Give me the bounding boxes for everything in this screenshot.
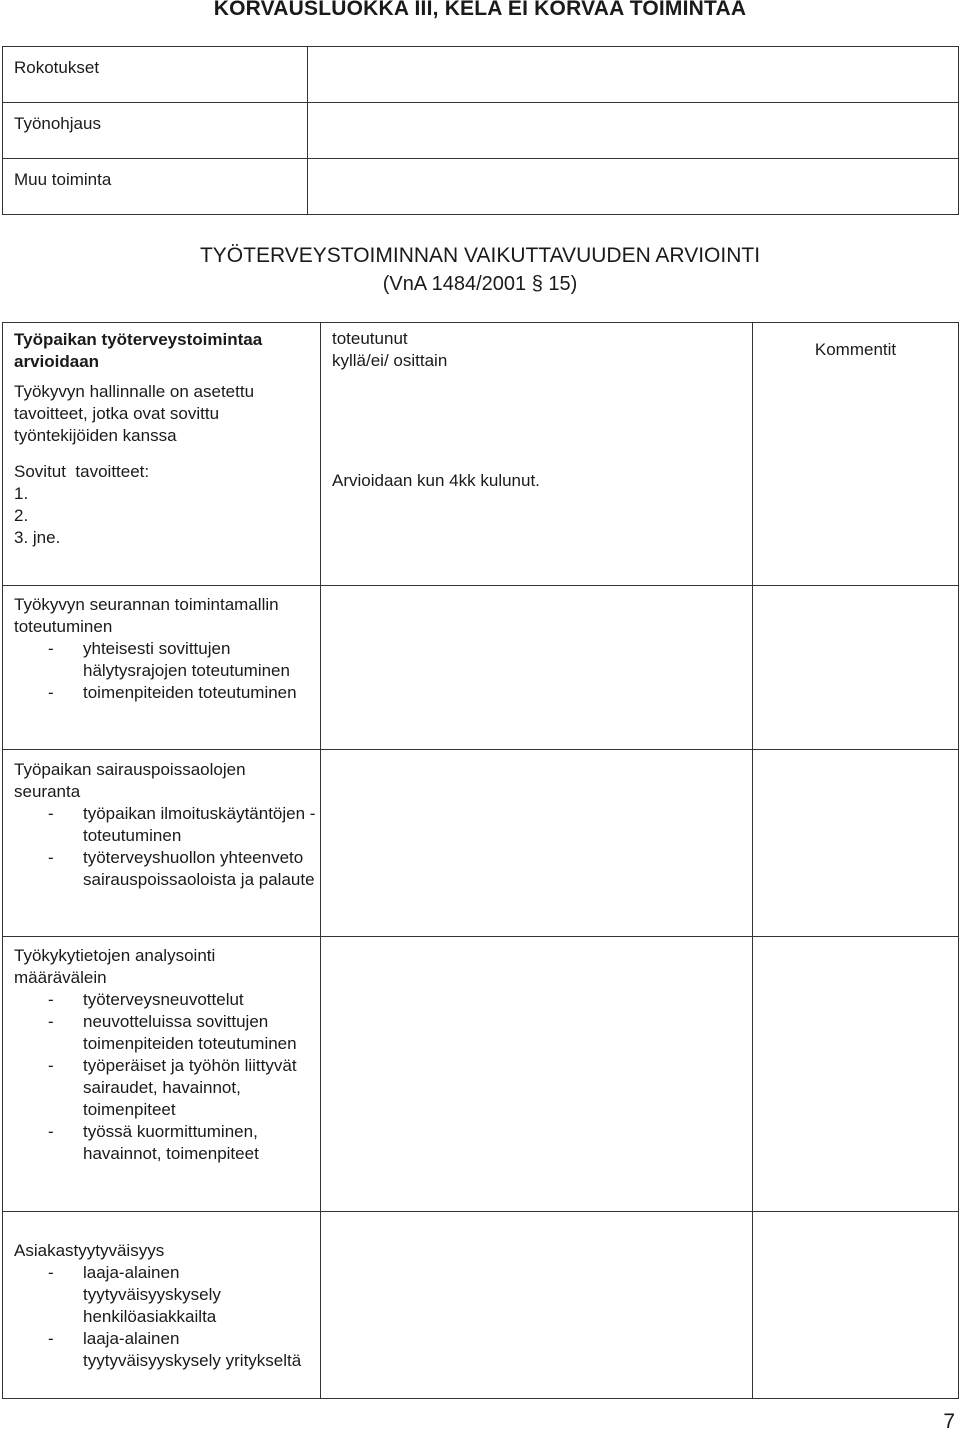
row-label: Työnohjaus [3, 103, 308, 159]
top-heading: KORVAUSLUOKKA III, KELA EI KORVAA TOIMINTAA [213, 0, 747, 20]
section-cell [3, 750, 321, 937]
top-table [2, 46, 959, 215]
section-heading: Asiakastyytyväisyys [14, 1241, 165, 1260]
section-title-sub: (VnA 1484/2001 § 15) [382, 273, 578, 295]
section-heading: Työkykytietojen analysointi määrävälein [14, 946, 216, 987]
status-cell[interactable] [321, 937, 753, 1212]
goals-cell [3, 323, 321, 586]
table-row [3, 1212, 959, 1399]
section-cell [3, 1212, 321, 1399]
status-cell[interactable] [321, 586, 753, 750]
header-col2-line1: toteutunut [332, 329, 408, 348]
goal-item: 1. [14, 484, 29, 503]
status-cell[interactable] [321, 750, 753, 937]
goal-item: 2. [14, 506, 29, 525]
section-heading: Työpaikan sairauspoissaolojen seuranta [14, 760, 246, 801]
header-col2-line2: kyllä/ei/ osittain [332, 351, 448, 370]
table-row [3, 159, 959, 215]
list-item: - työpaikan ilmoituskäytäntöjen - toteutuminen [14, 803, 320, 847]
list-item: - yhteisesti sovittujen hälytysrajojen toteutuminen [14, 638, 320, 682]
table-row [3, 937, 959, 1212]
section-title-main: TYÖTERVEYSTOIMINNAN VAIKUTTAVUUDEN ARVIOINTI [199, 244, 761, 267]
goal-item: 3. jne. [14, 528, 61, 547]
row-label: Muu toiminta [3, 159, 308, 215]
table-row [3, 750, 959, 937]
section-title [0, 242, 960, 298]
header-col3: Kommentit [814, 340, 897, 359]
list-item: - laaja-alainen tyytyväisyyskysely yritykseltä [14, 1328, 320, 1372]
comments-cell[interactable] [753, 750, 959, 937]
bullet-list [14, 989, 320, 1165]
section-cell [3, 586, 321, 750]
section-cell [3, 937, 321, 1212]
status-cell[interactable] [321, 1212, 753, 1399]
page-number: 7 [943, 1410, 955, 1433]
table-row [3, 103, 959, 159]
bullet-list [14, 638, 320, 704]
list-item: - laaja-alainen tyytyväisyyskysely henkilöasiakkailta [14, 1262, 320, 1328]
goals-intro: Työkyvyn hallinnalle on asetettu tavoitteet, jotka ovat sovittu työntekijöiden kanssa [14, 382, 255, 445]
row-value-cell[interactable] [308, 103, 959, 159]
list-item: - toimenpiteiden toteutuminen [14, 682, 320, 704]
list-item: - työterveyshuollon yhteenveto sairauspoissaoloista ja palaute [14, 847, 320, 891]
header-col1: Työpaikan työterveystoimintaa arvioidaan [14, 330, 263, 371]
comments-cell[interactable] [753, 323, 959, 586]
section-heading: Työkyvyn seurannan toimintamallin toteutuminen [14, 595, 279, 636]
status-cell[interactable] [321, 323, 753, 586]
row-value-cell[interactable] [308, 47, 959, 103]
bullet-list [14, 803, 320, 891]
comments-cell[interactable] [753, 937, 959, 1212]
list-item: - neuvotteluissa sovittujen toimenpiteiden toteutuminen [14, 1011, 320, 1055]
comments-cell[interactable] [753, 1212, 959, 1399]
list-item: - työssä kuormittuminen, havainnot, toimenpiteet [14, 1121, 320, 1165]
table-row [3, 47, 959, 103]
table-row [3, 586, 959, 750]
goals-label: Sovitut tavoitteet: [14, 462, 150, 481]
list-item: - työperäiset ja työhön liittyvät sairaudet, havainnot, toimenpiteet [14, 1055, 320, 1121]
goals-status: Arvioidaan kun 4kk kulunut. [332, 471, 540, 490]
table-row [3, 323, 959, 586]
bullet-list [14, 1262, 320, 1372]
row-value-cell[interactable] [308, 159, 959, 215]
evaluation-table [2, 322, 959, 1399]
comments-cell[interactable] [753, 586, 959, 750]
row-label: Rokotukset [3, 47, 308, 103]
list-item: - työterveysneuvottelut [14, 989, 320, 1011]
